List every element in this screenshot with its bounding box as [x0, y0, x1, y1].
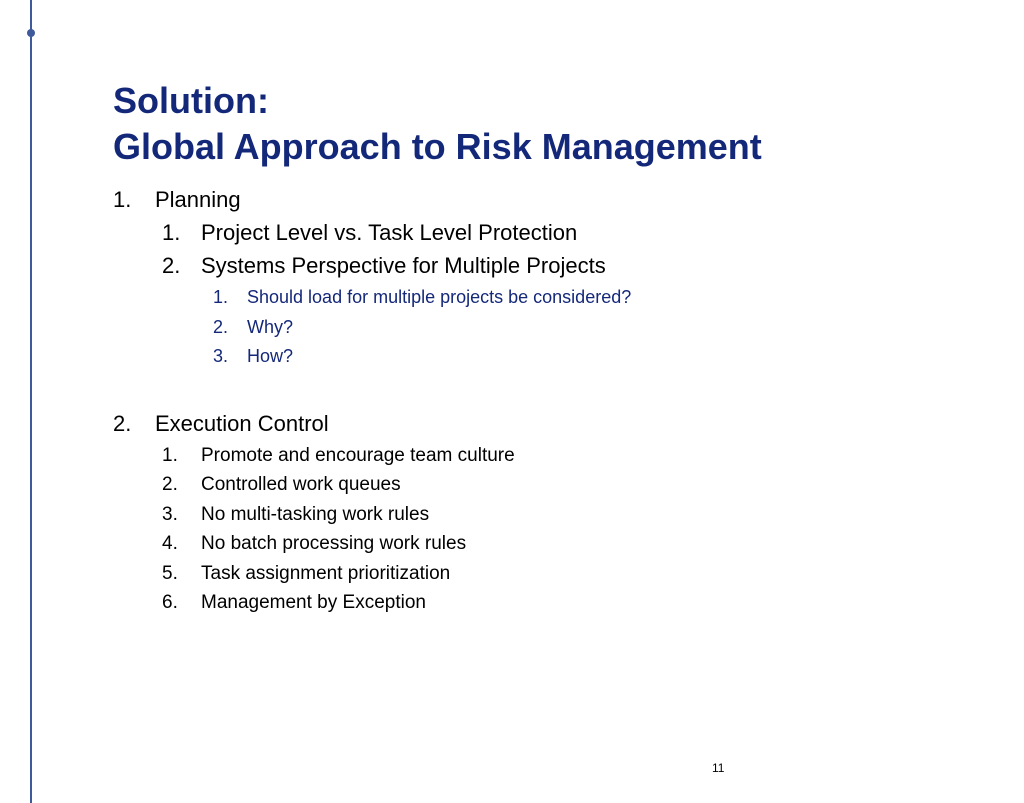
slide-title-line-2: Global Approach to Risk Management: [113, 126, 762, 167]
left-margin-rule: [30, 0, 32, 803]
margin-dot: [27, 29, 35, 37]
list-label: How?: [247, 346, 294, 366]
list-label: No multi-tasking work rules: [201, 504, 430, 525]
list-number: 2.: [113, 411, 132, 436]
list-label: Project Level vs. Task Level Protection: [201, 220, 578, 245]
list-label: Management by Exception: [201, 592, 426, 613]
list-number: 3.: [162, 504, 178, 525]
list-number: 1.: [162, 445, 178, 466]
list-number: 1.: [162, 220, 181, 245]
list-label: Promote and encourage team culture: [201, 445, 515, 466]
list-label: Controlled work queues: [201, 474, 401, 495]
list-label: Execution Control: [155, 411, 329, 436]
slide-title-line-1: Solution:: [113, 80, 269, 121]
list-number: 4.: [162, 533, 178, 554]
list-label: Task assignment prioritization: [201, 563, 451, 584]
list-label: Planning: [155, 187, 241, 212]
list-number: 3.: [213, 346, 229, 366]
list-label: No batch processing work rules: [201, 533, 467, 554]
list-label: Should load for multiple projects be considered?: [247, 287, 632, 307]
list-label: Why?: [247, 317, 294, 337]
list-number: 2.: [213, 317, 229, 337]
list-number: 5.: [162, 563, 178, 584]
list-number: 2.: [162, 474, 178, 495]
list-number: 2.: [162, 253, 181, 278]
slide-title: [113, 78, 762, 170]
page-number: 11: [712, 761, 725, 775]
list-label: Systems Perspective for Multiple Projects: [201, 253, 606, 278]
list-number: 1.: [213, 287, 229, 307]
list-number: 1.: [113, 187, 132, 212]
list-number: 6.: [162, 592, 178, 613]
